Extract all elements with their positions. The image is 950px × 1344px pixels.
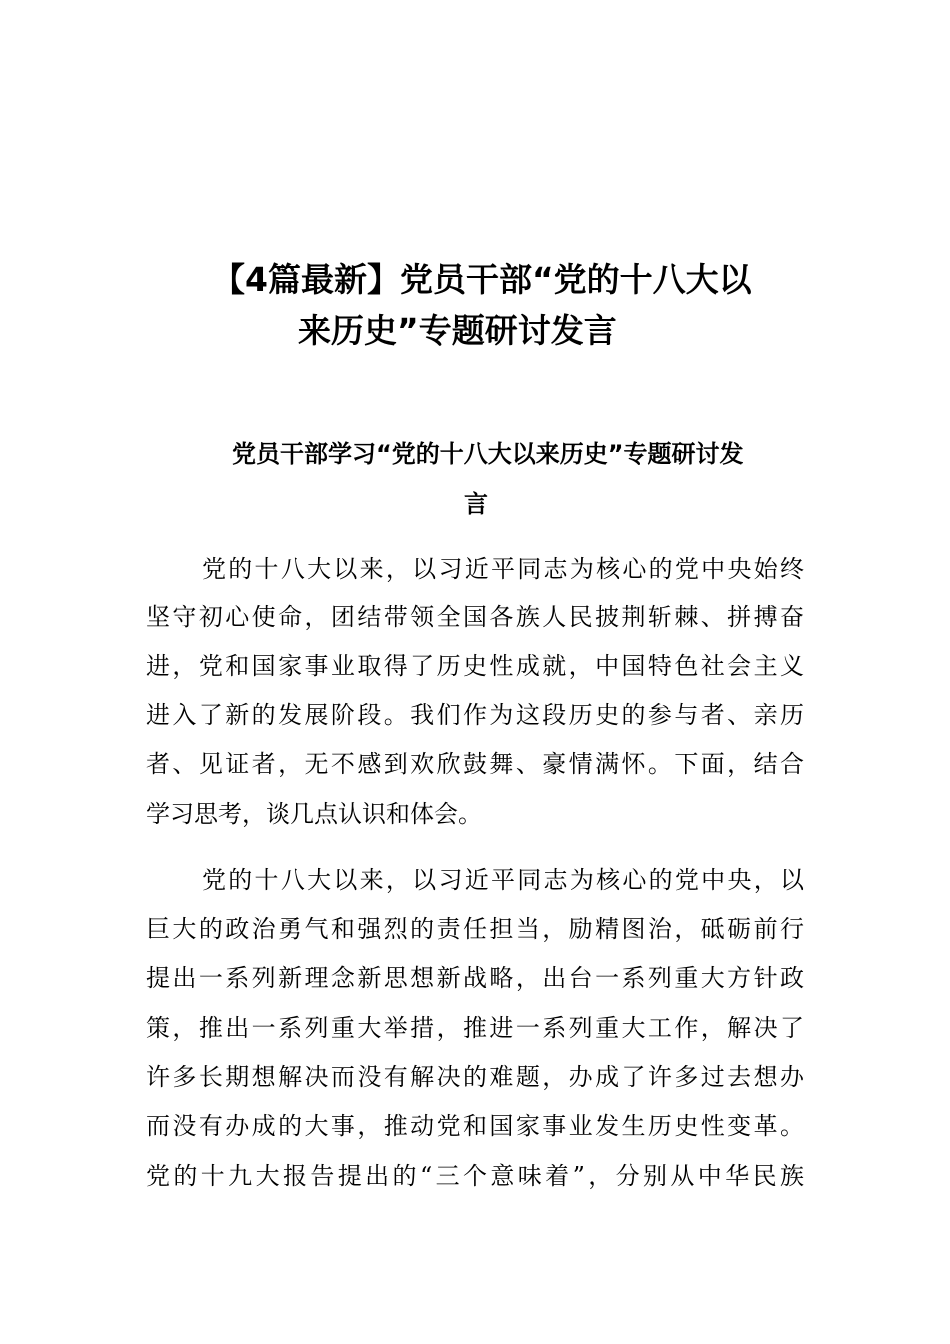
paragraph-1-line: 者、见证者，无不感到欢欣鼓舞、豪情满怀。下面，结合: [146, 750, 804, 778]
paragraph-2-line: 党的十八大以来，以习近平同志为核心的党中央，以: [202, 866, 804, 894]
paragraph-1-line: 进入了新的发展阶段。我们作为这段历史的参与者、亲历: [146, 701, 804, 729]
document-subtitle-line-1: 党员干部学习“党的十八大以来历史”专题研讨发: [232, 440, 744, 468]
document-title-line-2: 来历史”专题研讨发言: [298, 311, 617, 350]
paragraph-1-line: 学习思考，谈几点认识和体会。: [146, 800, 482, 828]
document-title-line-1: 【4篇最新】党员干部“党的十八大以: [212, 260, 752, 299]
paragraph-2-line: 许多长期想解决而没有解决的难题，办成了许多过去想办: [146, 1063, 804, 1091]
paragraph-2-line: 提出一系列新理念新思想新战略，出台一系列重大方针政: [146, 964, 804, 992]
paragraph-1-line: 进，党和国家事业取得了历史性成就，中国特色社会主义: [146, 652, 804, 680]
paragraph-1-line: 坚守初心使命，团结带领全国各族人民披荆斩棘、拼搏奋: [146, 603, 804, 631]
paragraph-2-line: 而没有办成的大事，推动党和国家事业发生历史性变革。: [146, 1112, 804, 1140]
paragraph-2-line: 巨大的政治勇气和强烈的责任担当，励精图治，砥砺前行: [146, 915, 804, 943]
paragraph-2-line: 党的十九大报告提出的“三个意味着”，分别从中华民族: [146, 1162, 804, 1190]
paragraph-2-line: 策，推出一系列重大举措，推进一系列重大工作，解决了: [146, 1014, 804, 1042]
paragraph-1-line: 党的十八大以来，以习近平同志为核心的党中央始终: [202, 555, 804, 583]
document-subtitle-line-2: 言: [464, 490, 488, 518]
